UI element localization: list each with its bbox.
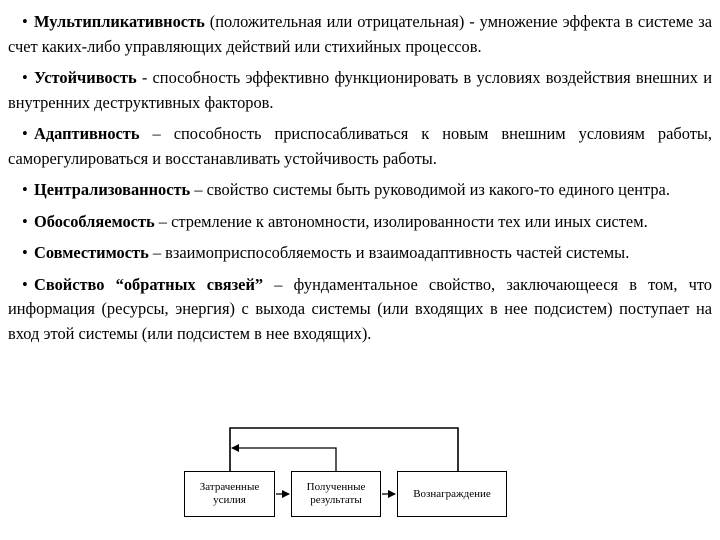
term: Адаптивность <box>34 124 140 143</box>
bullet: • <box>22 211 28 231</box>
box-results: Полученные результаты <box>291 471 381 517</box>
bullet: • <box>22 180 28 199</box>
description: – свойство системы быть руководимой из какого-то единого центра. <box>194 180 670 199</box>
feedback-loop-inner <box>232 448 336 471</box>
bullet: • <box>22 12 28 31</box>
description: – взаимоприспособляемость и взаимоадаптивность частей системы. <box>152 243 630 262</box>
description: (положительная или отрицательная) - умножение эффекта в системе за счет каких-либо управляющих действий или стихийных процессов. <box>8 12 712 56</box>
bullet: • <box>22 243 28 262</box>
list-item <box>8 10 712 59</box>
box-reward: Вознаграждение <box>397 471 507 517</box>
list-item <box>8 210 712 235</box>
list-item <box>8 178 712 203</box>
list-item <box>8 122 712 171</box>
bullet: • <box>22 124 28 143</box>
list-item <box>8 66 712 115</box>
properties-list <box>8 10 712 353</box>
term: Совместимость <box>34 243 149 262</box>
list-item <box>8 241 712 266</box>
term: Обособляемость <box>34 211 155 231</box>
feedback-loop-outer <box>230 428 458 471</box>
term: Свойство “обратных связей” <box>34 274 264 294</box>
description: - способность эффективно функционировать в условиях воздействия внешних и внутренних деструктивных факторов. <box>8 68 712 112</box>
box-spent-effort: Затраченные усилия <box>184 471 275 517</box>
term: Централизованность <box>34 180 191 199</box>
bullet: • <box>22 68 28 87</box>
description: – стремление к автономности, изолированности тех или иных систем. <box>158 211 648 231</box>
term: Мультипликативность <box>34 12 205 31</box>
term: Устойчивость <box>34 68 137 87</box>
list-item <box>8 273 712 347</box>
description: – фундаментальное свойство, заключающееся в том, что информация (ресурсы, энергия) с выхода системы (или входящих в нее подсистем) поступает на вход этой системы (или подсистем в нее входящих). <box>8 274 712 343</box>
bullet: • <box>22 274 28 294</box>
description: – способность приспосабливаться к новым внешним условиям работы, саморегулироваться и восстанавливать устойчивость работы. <box>8 124 712 168</box>
